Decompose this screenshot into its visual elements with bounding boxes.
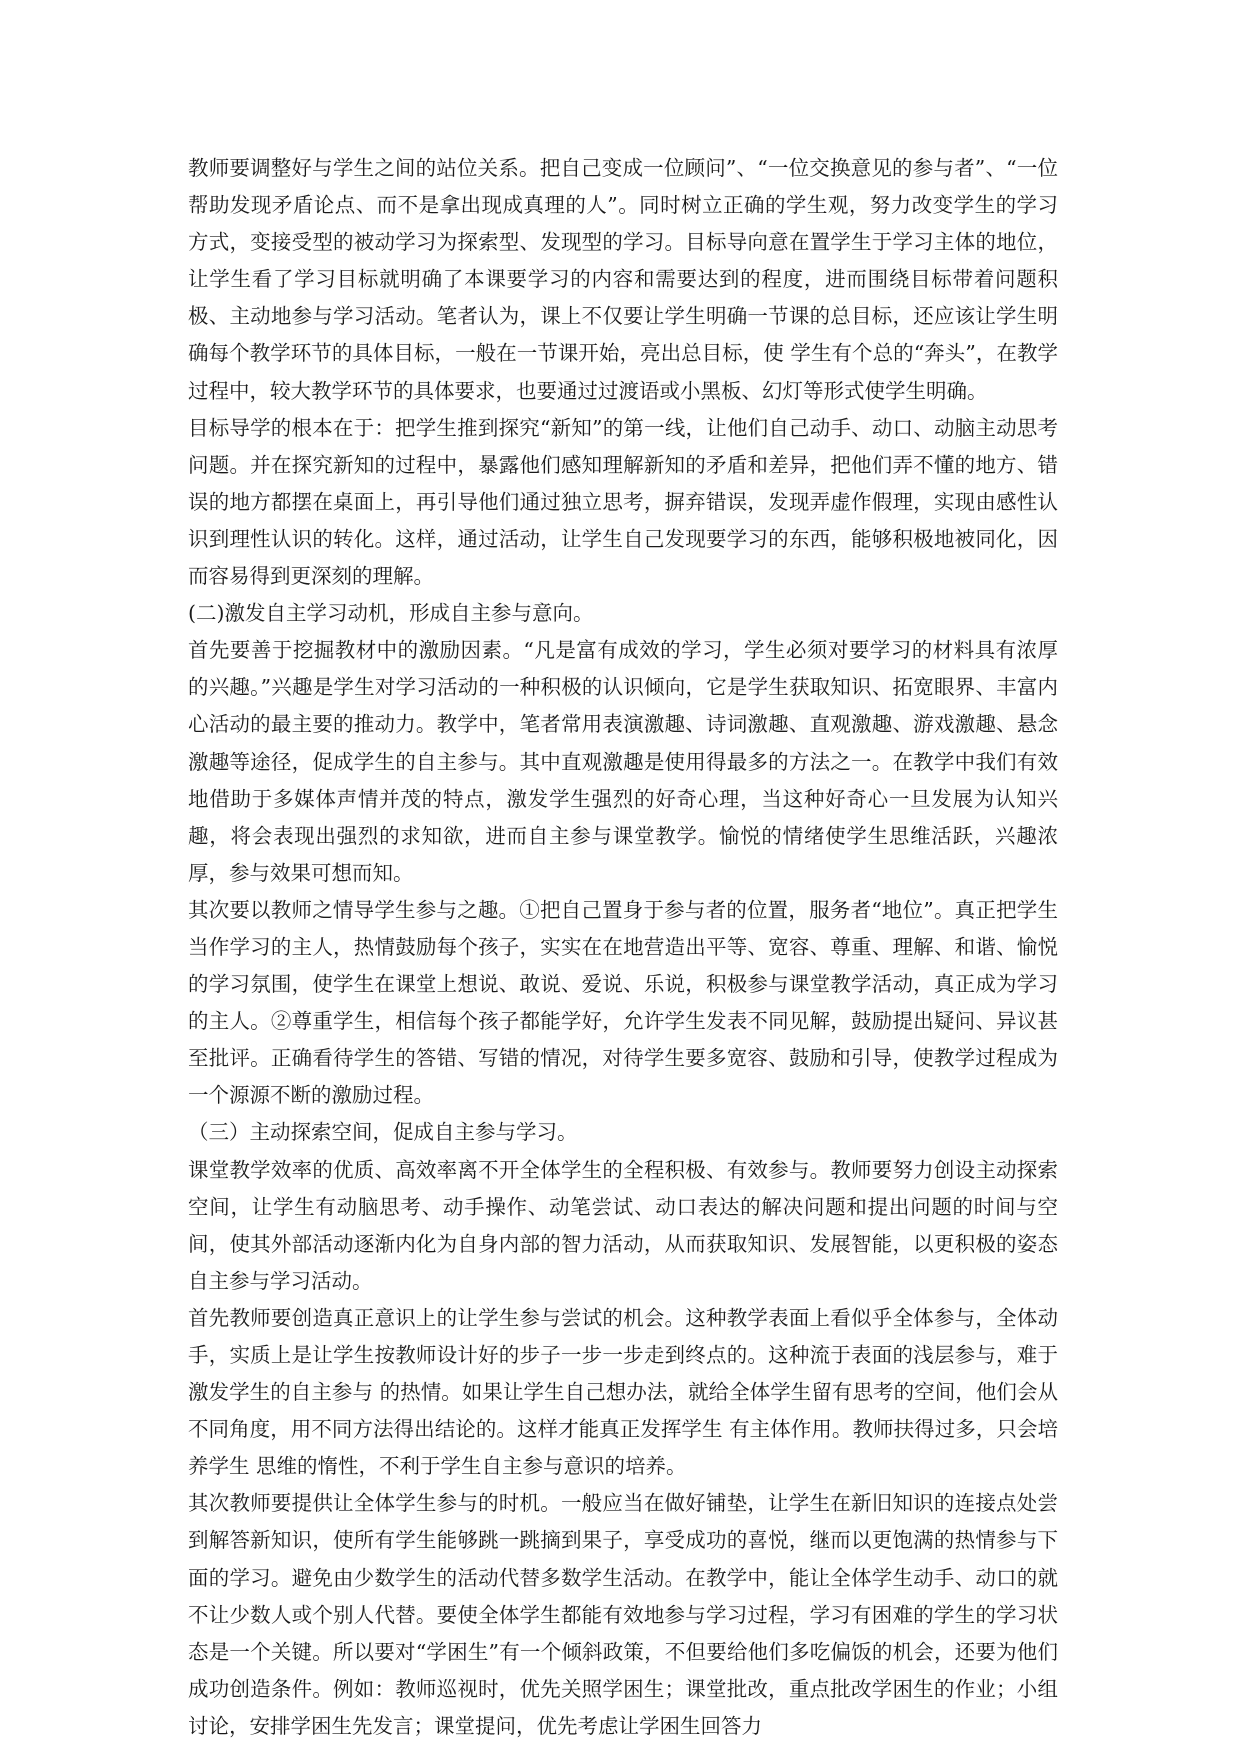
paragraph-participation-timing: 其次教师要提供让全体学生参与的时机。一般应当在做好铺垫，让学生在新旧知识的连接点处尝到解答新知识，使所有学生能够跳一跳摘到果子，享受成功的喜悦，继而以更饱满的热情参与下面的学习。避免由少数学生的活动代替多数学生活动。在教学中，能让全体学生动手、动口的就不让少数人或个别人代替。要使全体学生都能有效地参与学习过程，学习有困难的学生的学习状态是一个关键。所以要对“学困生”有一个倾斜政策，不但要给他们多吃偏饭的机会，还要为他们成功创造条件。例如：教师巡视时，优先关照学困生；课堂批改，重点批改学困生的作业；小组讨论，安排学困生先发言；课堂提问，优先考虑让学困生回答力 xyxy=(188,1491,1058,1738)
section-heading-2: (二)激发自主学习动机，形成自主参与意向。 xyxy=(188,601,594,626)
paragraph-exploration-space: 课堂教学效率的优质、高效率离不开全体学生的全程积极、有效参与。教师要努力创设主动探索空间，让学生有动脑思考、动手操作、动笔尝试、动口表达的解决问题和提出问题的时间与空间，使其外部活动逐渐内化为自身内部的智力活动，从而获取知识、发展智能，以更积极的姿态自主参与学习活动。 xyxy=(188,1157,1058,1293)
section-heading-3: （三）主动探索空间，促成自主参与学习。 xyxy=(188,1120,578,1145)
document-page xyxy=(188,150,1058,1745)
paragraph-motivation-factors: 首先要善于挖掘教材中的激励因素。“凡是富有成效的学习，学生必须对要学习的材料具有浓厚的兴趣。”兴趣是学生对学习活动的一种积极的认识倾向，它是学生获取知识、拓宽眼界、丰富内心活动的最主要的推动力。教学中，笔者常用表演激趣、诗词激趣、直观激趣、游戏激趣、悬念激趣等途径，促成学生的自主参与。其中直观激趣是使用得最多的方法之一。在教学中我们有效地借助于多媒体声情并茂的特点，激发学生强烈的好奇心理，当这种好奇心一旦发展为认知兴趣，将会表现出强烈的求知欲，进而自主参与课堂教学。愉悦的情绪使学生思维活跃，兴趣浓厚，参与效果可想而知。 xyxy=(188,638,1058,885)
paragraph-trial-opportunities: 首先教师要创造真正意识上的让学生参与尝试的机会。这种教学表面上看似乎全体参与，全体动手，实质上是让学生按教师设计好的步子一步一步走到终点的。这种流于表面的浅层参与，难于激发学生的自主参与 的热情。如果让学生自己想办法，就给全体学生留有思考的空间，他们会从不同角度，用不同方法得出结论的。这样才能真正发挥学生 有主体作用。教师扶得过多，只会培养学生 思维的惰性，不利于学生自主参与意识的培养。 xyxy=(188,1305,1058,1479)
paragraph-goal-guided-learning: 目标导学的根本在于：把学生推到探究“新知”的第一线，让他们自己动手、动口、动脑主动思考问题。并在探究新知的过程中，暴露他们感知理解新知的矛盾和差异，把他们弄不懂的地方、错误的地方都摆在桌面上，再引导他们通过独立思考，摒弃错误，发现弄虚作假理，实现由感性认识到理性认识的转化。这样，通过活动，让学生自己发现要学习的东西，能够积极地被同化，因而容易得到更深刻的理解。 xyxy=(188,415,1058,589)
paragraph-teacher-emotion: 其次要以教师之情导学生参与之趣。①把自己置身于参与者的位置，服务者“地位”。真正把学生当作学习的主人，热情鼓励每个孩子，实实在在地营造出平等、宽容、尊重、理解、和谐、愉悦的学习氛围，使学生在课堂上想说、敢说、爱说、乐说，积极参与课堂教学活动，真正成为学习的主人。②尊重学生，相信每个孩子都能学好，允许学生发表不同见解，鼓励提出疑问、异议甚至批评。正确看待学生的答错、写错的情况，对待学生要多宽容、鼓励和引导，使教学过程成为一个源源不断的激励过程。 xyxy=(188,897,1058,1108)
paragraph-teacher-role: 教师要调整好与学生之间的站位关系。把自己变成一位顾问”、“一位交换意见的参与者”、“一位帮助发现矛盾论点、而不是拿出现成真理的人”。同时树立正确的学生观，努力改变学生的学习方式，变接受型的被动学习为探索型、发现型的学习。目标导向意在置学生于学习主体的地位，让学生看了学习目标就明确了本课要学习的内容和需要达到的程度，进而围绕目标带着问题积极、主动地参与学习活动。笔者认为，课上不仅要让学生明确一节课的总目标，还应该让学生明确每个教学环节的具体目标，一般在一节课开始，亮出总目标，使 学生有个总的“奔头”，在教学过程中，较大教学环节的具体要求，也要通过过渡语或小黑板、幻灯等形式使学生明确。 xyxy=(188,156,1058,403)
